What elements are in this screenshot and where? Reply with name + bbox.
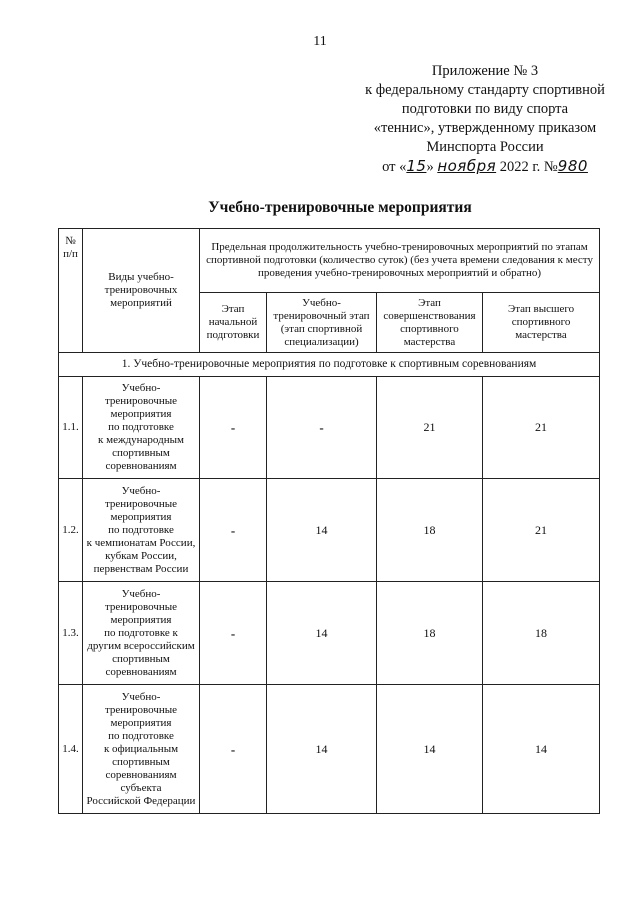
page-number: 11 [313,34,327,49]
row-num: 1.4. [59,685,83,814]
table-row [59,582,600,685]
row-kind: Учебно- тренировочные мероприятия по подготовке к международным спортивным соревнованиям [83,377,200,479]
appendix-block [340,62,630,177]
document-title: Учебно-тренировочные мероприятия [208,199,472,216]
row-num: 1.2. [59,479,83,582]
header-num: № п/п [59,229,83,353]
row-num: 1.1. [59,377,83,479]
value-cell: - [200,685,267,814]
table-row [59,479,600,582]
row-kind: Учебно- тренировочные мероприятия по подготовке к чемпионатам России, кубкам России, первенствам России [83,479,200,582]
value-cell: 14 [267,479,377,582]
training-events-table [58,228,600,814]
order-day: 15 [406,157,427,175]
value-cell: - [200,582,267,685]
table-row [59,685,600,814]
row-num: 1.3. [59,582,83,685]
value-cell: - [200,377,267,479]
order-prefix: от « [382,159,407,175]
table-row [59,377,600,479]
order-mid: » [426,159,438,175]
header-kind: Виды учебно-тренировочных мероприятий [83,229,200,353]
row-kind: Учебно- тренировочные мероприятия по подготовке к другим всероссийским спортивным соревнованиям [83,582,200,685]
appendix-line: подготовки по виду спорта [401,101,569,117]
value-cell: 18 [377,479,483,582]
section-title: 1. Учебно-тренировочные мероприятия по подготовке к спортивным соревнованиям [59,353,600,377]
value-cell: 14 [483,685,600,814]
value-cell: - [200,479,267,582]
value-cell: 18 [377,582,483,685]
value-cell: - [267,377,377,479]
value-cell: 14 [267,582,377,685]
order-number: 980 [557,157,588,175]
order-year: 2022 г. № [496,159,558,175]
value-cell: 21 [483,479,600,582]
value-cell: 14 [267,685,377,814]
header-row [59,229,600,293]
section-row [59,353,600,377]
value-cell: 14 [377,685,483,814]
value-cell: 21 [483,377,600,479]
order-month: ноября [437,157,497,175]
stage-header: Этап высшего спортивного мастерства [483,293,600,353]
appendix-line: Минспорта России [426,139,544,155]
appendix-line: «теннис», утвержденному приказом [373,120,597,136]
value-cell: 18 [483,582,600,685]
stage-header: Учебно-тренировочный этап (этап спортивной специализации) [267,293,377,353]
row-kind: Учебно- тренировочные мероприятия по подготовке к официальным спортивным соревнованиям субъекта Российской Федерации [83,685,200,814]
appendix-line: Приложение № 3 [431,63,539,79]
order-line [340,157,630,177]
stage-header: Этап совершенствования спортивного мастерства [377,293,483,353]
stage-header: Этап начальной подготовки [200,293,267,353]
header-duration: Предельная продолжительность учебно-тренировочных мероприятий по этапам спортивной подготовки (количество суток) (без учета времени следования к месту проведения учебно-тренировочных мероприятий и обратно) [200,229,600,293]
value-cell: 21 [377,377,483,479]
appendix-line: к федеральному стандарту спортивной [365,82,605,98]
